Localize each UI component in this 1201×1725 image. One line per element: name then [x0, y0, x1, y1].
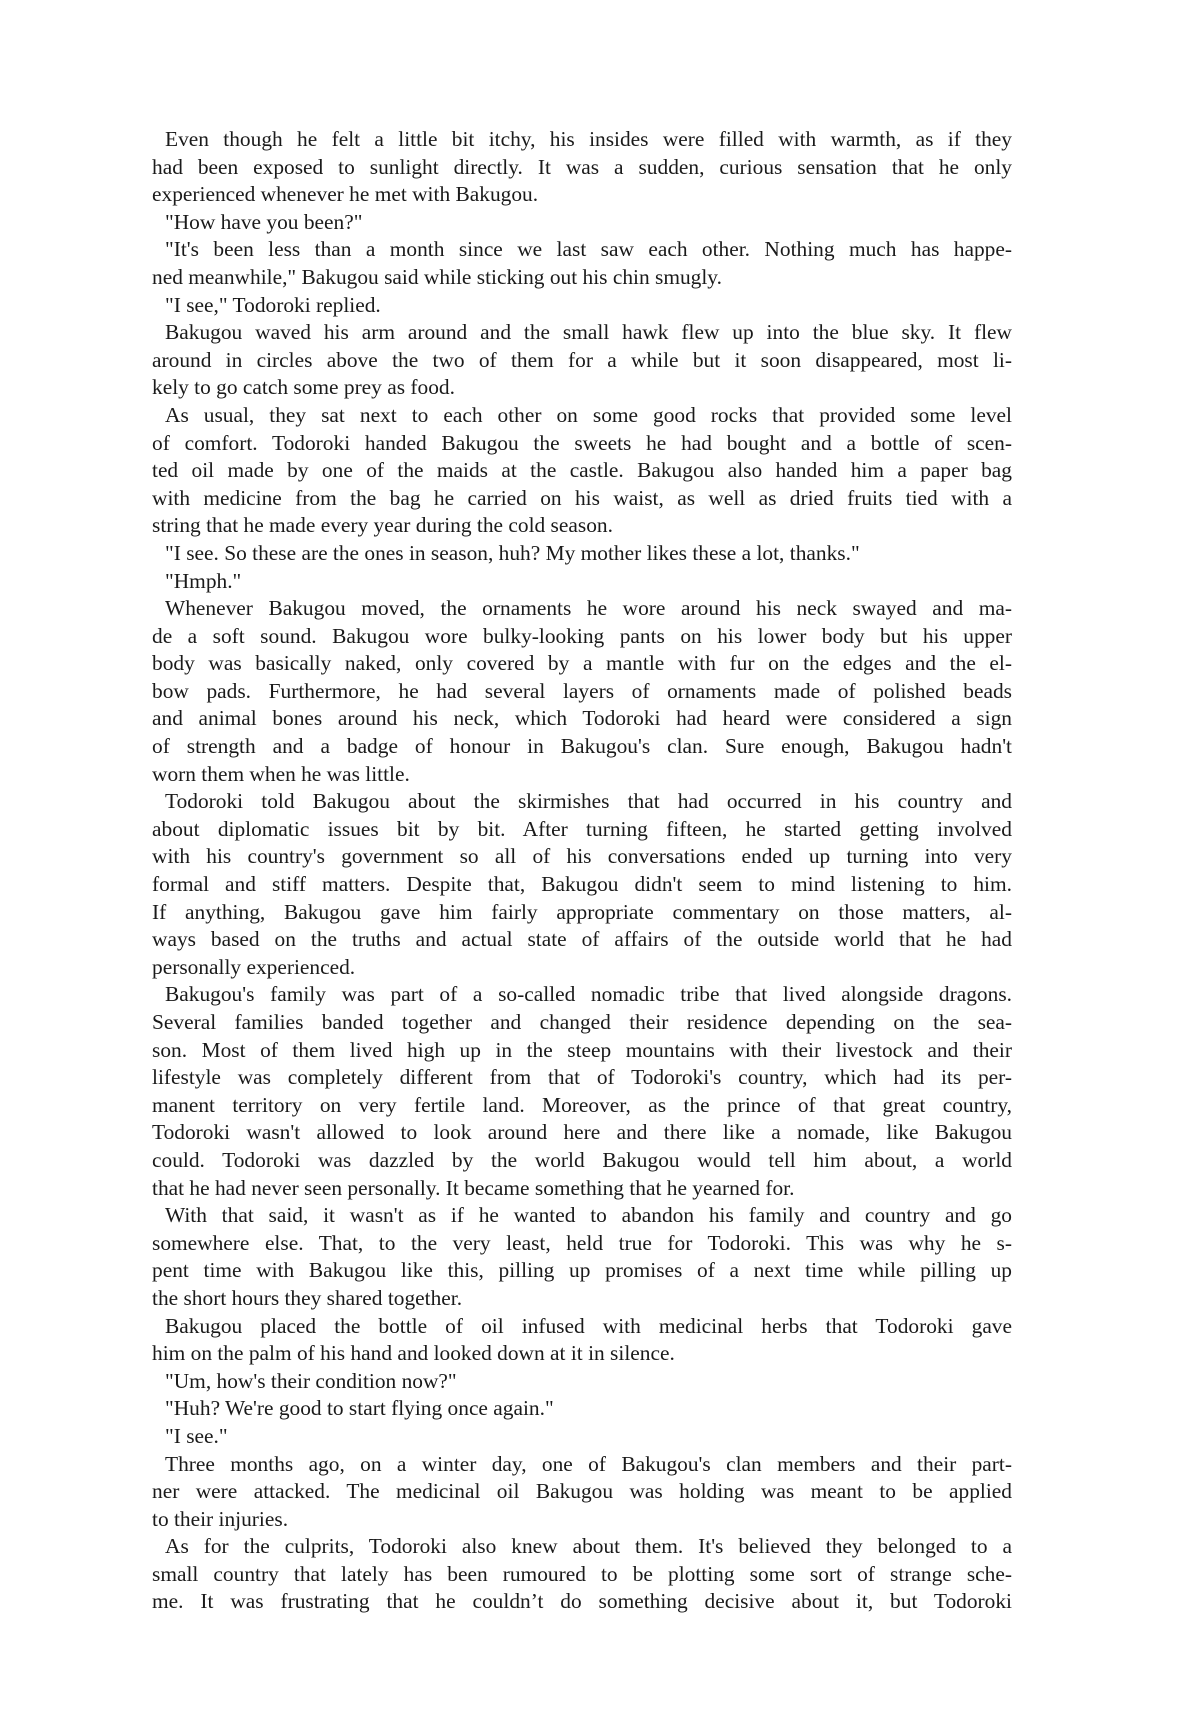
text-line: With that said, it wasn't as if he wanted to abandon his family and country and go [165, 1203, 1012, 1228]
text-line: bow pads. Furthermore, he had several layers of ornaments made of polished beads [152, 678, 1012, 703]
text-line: Three months ago, on a winter day, one of Bakugou's clan members and their part- [165, 1451, 1012, 1476]
text-line: string that he made every year during the cold season. [152, 513, 613, 538]
text-line: with medicine from the bag he carried on his waist, as well as dried fruits tied with a [152, 485, 1012, 510]
text-line: manent territory on very fertile land. Moreover, as the prince of that great country, [152, 1092, 1012, 1117]
text-line: Bakugou placed the bottle of oil infused with medicinal herbs that Todoroki gave [165, 1313, 1012, 1338]
text-line: to their injuries. [152, 1506, 289, 1531]
text-line: "Huh? We're good to start flying once again." [165, 1396, 554, 1421]
text-line: ted oil made by one of the maids at the castle. Bakugou also handed him a paper bag [152, 458, 1012, 483]
text-line: As usual, they sat next to each other on some good rocks that provided some level [165, 402, 1012, 427]
text-line: could. Todoroki was dazzled by the world Bakugou would tell him about, a world [152, 1147, 1012, 1172]
text-line: "I see." [165, 1423, 228, 1448]
text-line: "I see. So these are the ones in season, huh? My mother likes these a lot, thanks." [165, 540, 860, 565]
text-line: "How have you been?" [165, 209, 363, 234]
text-line: de a soft sound. Bakugou wore bulky-looking pants on his lower body but his upper [152, 623, 1012, 648]
text-line: somewhere else. That, to the very least, held true for Todoroki. This was why he s- [152, 1230, 1012, 1255]
text-line: small country that lately has been rumoured to be plotting some sort of strange sche- [152, 1561, 1012, 1586]
text-line: Todoroki told Bakugou about the skirmishes that had occurred in his country and [165, 789, 1012, 814]
text-line: ner were attacked. The medicinal oil Bakugou was holding was meant to be applied [152, 1479, 1012, 1504]
text-line: of strength and a badge of honour in Bakugou's clan. Sure enough, Bakugou hadn't [152, 734, 1012, 759]
text-line: formal and stiff matters. Despite that, Bakugou didn't seem to mind listening to him. [152, 872, 1012, 897]
text-line: and animal bones around his neck, which Todoroki had heard were considered a sign [152, 706, 1012, 731]
text-line: Todoroki wasn't allowed to look around here and there like a nomade, like Bakugou [152, 1120, 1012, 1145]
text-line: around in circles above the two of them for a while but it soon disappeared, most li- [152, 347, 1012, 372]
text-line: had been exposed to sunlight directly. It was a sudden, curious sensation that he only [152, 154, 1012, 179]
text-line: ned meanwhile," Bakugou said while sticking out his chin smugly. [152, 264, 722, 289]
text-line: that he had never seen personally. It became something that he yearned for. [152, 1175, 795, 1200]
text-line: Bakugou's family was part of a so-called nomadic tribe that lived alongside dragons. [165, 982, 1012, 1007]
text-line: Bakugou waved his arm around and the small hawk flew up into the blue sky. It flew [165, 320, 1012, 345]
body-text [152, 126, 1012, 1616]
text-line: experienced whenever he met with Bakugou. [152, 182, 539, 207]
text-line: personally experienced. [152, 954, 356, 979]
text-line: the short hours they shared together. [152, 1285, 463, 1310]
text-line: son. Most of them lived high up in the steep mountains with their livestock and their [152, 1037, 1012, 1062]
text-line: me. It was frustrating that he couldn’t do something decisive about it, but Todoroki [152, 1589, 1012, 1614]
text-line: kely to go catch some prey as food. [152, 375, 455, 400]
text-line: with his country's government so all of his conversations ended up turning into very [152, 844, 1012, 869]
text-line: Even though he felt a little bit itchy, his insides were filled with warmth, as if they [165, 127, 1012, 151]
text-line: ways based on the truths and actual state of affairs of the outside world that he had [152, 927, 1012, 952]
text-line: "I see," Todoroki replied. [165, 292, 381, 317]
text-line: "Um, how's their condition now?" [165, 1368, 457, 1393]
text-line: Whenever Bakugou moved, the ornaments he wore around his neck swayed and ma- [165, 596, 1012, 621]
text-line: body was basically naked, only covered by a mantle with fur on the edges and the el- [152, 651, 1012, 676]
text-line: lifestyle was completely different from that of Todoroki's country, which had its per- [152, 1065, 1012, 1090]
text-line: "Hmph." [165, 568, 242, 593]
text-line: If anything, Bakugou gave him fairly appropriate commentary on those matters, al- [152, 899, 1012, 924]
text-line: As for the culprits, Todoroki also knew about them. It's believed they belonged to a [165, 1534, 1012, 1559]
text-line: "It's been less than a month since we last saw each other. Nothing much has happe- [165, 237, 1012, 262]
text-line: of comfort. Todoroki handed Bakugou the sweets he had bought and a bottle of scen- [152, 430, 1012, 455]
text-line: worn them when he was little. [152, 761, 410, 786]
text-line: him on the palm of his hand and looked down at it in silence. [152, 1341, 675, 1366]
text-line: Several families banded together and changed their residence depending on the sea- [152, 1010, 1012, 1034]
text-line: about diplomatic issues bit by bit. After turning fifteen, he started getting involved [152, 816, 1012, 841]
text-line: pent time with Bakugou like this, pilling up promises of a next time while pilling up [152, 1258, 1012, 1283]
